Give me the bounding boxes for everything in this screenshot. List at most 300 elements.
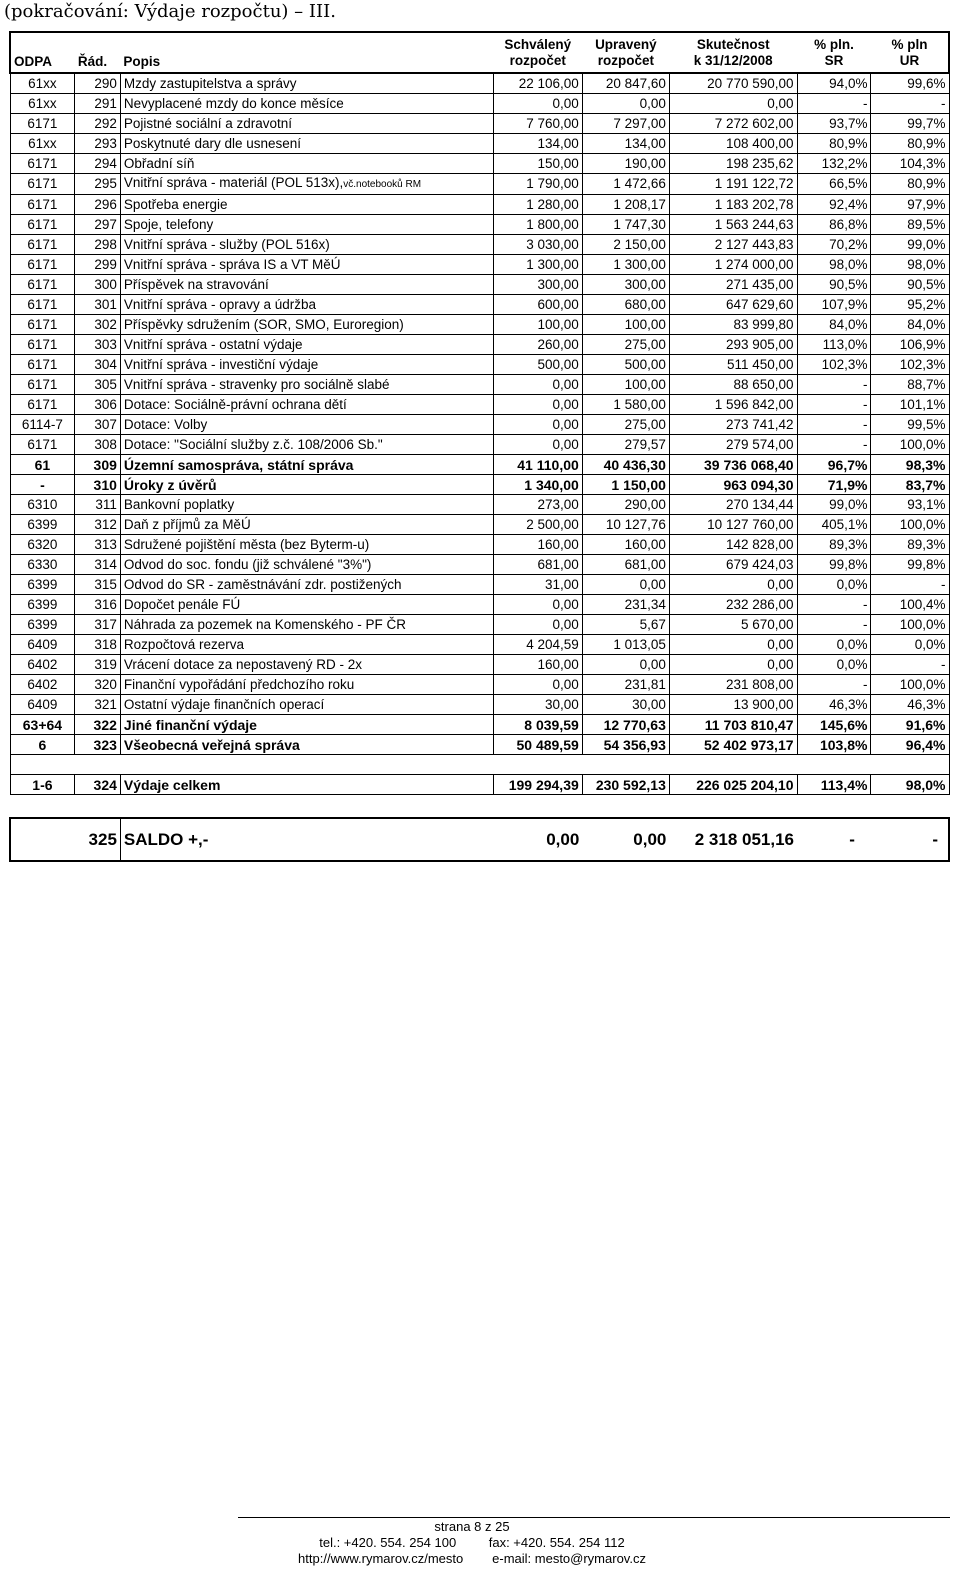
cell-sr: 160,00 [493,535,582,555]
cell-odpa: - [10,475,75,495]
subtotal-row-309 [10,455,949,475]
cell-sr: 260,00 [493,335,582,355]
cell-sr: 160,00 [493,655,582,675]
table-row [10,114,949,134]
cell-popis: Ostatní výdaje finančních operací [120,695,493,715]
cell-sr: 600,00 [493,295,582,315]
subtotal-row-322 [10,715,949,735]
cell-odpa: 6171 [10,195,75,215]
cell-rad: 301 [75,295,121,315]
cell-psr: - [797,675,871,695]
cell-pur: 106,9% [871,335,949,355]
cell-sr: 273,00 [493,495,582,515]
cell-rad: 318 [75,635,121,655]
cell-sr: 1 790,00 [493,174,582,195]
cell-odpa: 6 [10,735,75,755]
cell-sr: 0,00 [493,94,582,114]
cell-psr: - [797,94,871,114]
cell-sr: 681,00 [493,555,582,575]
cell-pur: 100,0% [871,515,949,535]
cell-sr: 300,00 [493,275,582,295]
cell-odpa: 6171 [10,315,75,335]
cell-pur: 99,6% [871,73,949,94]
cell-psr: 89,3% [797,535,871,555]
header-rad: Řád. [77,54,108,69]
spacer-row [10,755,949,775]
cell-ur: 100,00 [582,315,669,335]
cell-rad: 320 [75,675,121,695]
cell-sr: 50 489,59 [493,735,582,755]
cell-popis: Dopočet penále FÚ [120,595,493,615]
cell-ur: 54 356,93 [582,735,669,755]
cell-psr: 92,4% [797,195,871,215]
cell-sr: 2 500,00 [493,515,582,535]
table-row [10,615,949,635]
table-row [10,355,949,375]
cell-ur: 275,00 [582,415,669,435]
table-row [10,375,949,395]
cell-odpa: 6171 [10,435,75,455]
cell-ur: 1 208,17 [582,195,669,215]
cell-sr: 4 204,59 [493,635,582,655]
cell-rad: 295 [75,174,121,195]
cell-psr: 103,8% [797,735,871,755]
cell-rad: 300 [75,275,121,295]
cell-popis: Spoje, telefony [120,215,493,235]
table-row [10,655,949,675]
cell-sk: 273 741,42 [669,415,797,435]
cell-psr: - [797,615,871,635]
cell-ur: 230 592,13 [582,775,669,795]
cell-psr: - [797,595,871,615]
table-row [10,495,949,515]
cell-ur: 279,57 [582,435,669,455]
cell-odpa: 6171 [10,335,75,355]
cell-popis-text: Vnitřní správa - materiál (POL 513x), [123,175,344,190]
cell-sk: 226 025 204,10 [669,775,797,795]
cell-ur: 680,00 [582,295,669,315]
cell-sk: 232 286,00 [669,595,797,615]
cell-popis: Vnitřní správa - ostatní výdaje [120,335,493,355]
cell-rad: 292 [75,114,121,134]
cell-ur: 681,00 [582,555,669,575]
cell-popis: Obřadní síň [120,154,493,174]
cell-rad: 316 [75,595,121,615]
cell-popis: Daň z příjmů za MěÚ [120,515,493,535]
footer-web-link[interactable]: http://www.rymarov.cz/mesto [298,1551,464,1566]
cell-psr: 102,3% [797,355,871,375]
cell-pur: - [871,575,949,595]
cell-popis: Dotace: Volby [120,415,493,435]
cell-sr: 41 110,00 [493,455,582,475]
subtotal-row-323 [10,735,949,755]
cell-odpa: 61 [10,455,75,475]
table-row [10,73,949,94]
cell-sk: 1 183 202,78 [669,195,797,215]
cell-sk: 231 808,00 [669,675,797,695]
cell-popis: Rozpočtová rezerva [120,635,493,655]
cell-ur: 0,00 [582,575,669,595]
cell-rad: 297 [75,215,121,235]
cell-sr: 1 280,00 [493,195,582,215]
cell-pur: 93,1% [871,495,949,515]
saldo-psr: - [849,829,855,849]
cell-pur: - [871,655,949,675]
cell-psr: 80,9% [797,134,871,154]
table-row [10,295,949,315]
cell-pur: 91,6% [871,715,949,735]
cell-ur: 100,00 [582,375,669,395]
table-row [10,235,949,255]
cell-ur: 1 580,00 [582,395,669,415]
cell-pur: 101,1% [871,395,949,415]
cell-popis: Všeobecná veřejná správa [120,735,493,755]
cell-ur: 500,00 [582,355,669,375]
cell-sk: 20 770 590,00 [669,73,797,94]
cell-odpa: 6330 [10,555,75,575]
cell-sr: 8 039,59 [493,715,582,735]
cell-rad: 314 [75,555,121,575]
table-row [10,315,949,335]
cell-pur: 88,7% [871,375,949,395]
saldo-ur: 0,00 [633,829,667,849]
cell-sk: 511 450,00 [669,355,797,375]
cell-pur: 100,0% [871,615,949,635]
cell-sk: 1 563 244,63 [669,215,797,235]
cell-odpa: 6171 [10,255,75,275]
cell-sk: 0,00 [669,635,797,655]
cell-rad: 317 [75,615,121,635]
table-row [10,174,949,195]
cell-ur: 40 436,30 [582,455,669,475]
cell-popis: Územní samospráva, státní správa [120,455,493,475]
cell-sk: 2 127 443,83 [669,235,797,255]
cell-odpa: 6114-7 [10,415,75,435]
cell-odpa: 6171 [10,275,75,295]
table-row [10,435,949,455]
cell-rad: 310 [75,475,121,495]
cell-pur: 98,3% [871,455,949,475]
cell-ur: 300,00 [582,275,669,295]
cell-rad: 307 [75,415,121,435]
cell-popis: Spotřeba energie [120,195,493,215]
cell-pur: 100,0% [871,435,949,455]
cell-ur: 231,81 [582,675,669,695]
cell-psr: 66,5% [797,174,871,195]
cell-ur: 10 127,76 [582,515,669,535]
cell-odpa: 63+64 [10,715,75,735]
table-row [10,575,949,595]
cell-psr: 145,6% [797,715,871,735]
header-upraveny: Upravený rozpočet [595,36,657,68]
cell-odpa: 6171 [10,114,75,134]
cell-pur: 102,3% [871,355,949,375]
header-pln-sr: % pln. SR [814,36,854,68]
cell-odpa: 6171 [10,154,75,174]
cell-popis: Dotace: "Sociální služby z.č. 108/2006 Sb." [120,435,493,455]
cell-pur: 95,2% [871,295,949,315]
table-row [10,195,949,215]
cell-pur: 90,5% [871,275,949,295]
cell-ur: 1 747,30 [582,215,669,235]
footer-tel: tel.: +420. 554. 254 100 [319,1535,457,1550]
cell-pur: 98,0% [871,775,949,795]
cell-ur: 5,67 [582,615,669,635]
cell-pur: 83,7% [871,475,949,495]
cell-sk: 279 574,00 [669,435,797,455]
cell-ur: 1 013,05 [582,635,669,655]
footer-fax: fax: +420. 554. 254 112 [488,1535,625,1550]
cell-odpa: 6399 [10,615,75,635]
footer-divider [238,1517,950,1518]
table-row [10,154,949,174]
cell-odpa: 6310 [10,495,75,515]
cell-odpa: 6171 [10,174,75,195]
cell-popis: Dotace: Sociálně-právní ochrana dětí [120,395,493,415]
table-row [10,635,949,655]
cell-rad: 315 [75,575,121,595]
footer-contact-web [0,1551,944,1566]
cell-psr: 113,0% [797,335,871,355]
cell-pur: 100,0% [871,675,949,695]
cell-odpa: 6399 [10,515,75,535]
cell-rad: 309 [75,455,121,475]
cell-sr: 134,00 [493,134,582,154]
cell-sr: 0,00 [493,595,582,615]
cell-odpa: 6409 [10,695,75,715]
cell-psr: 0,0% [797,655,871,675]
cell-pur: 89,3% [871,535,949,555]
cell-odpa: 6171 [10,355,75,375]
cell-sr: 1 340,00 [493,475,582,495]
cell-rad: 306 [75,395,121,415]
cell-popis: Finanční vypořádání předchozího roku [120,675,493,695]
cell-pur: 84,0% [871,315,949,335]
cell-sk: 1 596 842,00 [669,395,797,415]
table-row [10,515,949,535]
cell-odpa: 6402 [10,655,75,675]
cell-sr: 30,00 [493,695,582,715]
cell-sr: 0,00 [493,615,582,635]
cell-psr: 90,5% [797,275,871,295]
cell-rad: 311 [75,495,121,515]
cell-odpa: 6402 [10,675,75,695]
table-row [10,94,949,114]
cell-popis: Nevyplacené mzdy do konce měsíce [120,94,493,114]
cell-ur: 275,00 [582,335,669,355]
cell-psr: 86,8% [797,215,871,235]
cell-ur: 1 150,00 [582,475,669,495]
cell-sr: 0,00 [493,375,582,395]
cell-popis: Příspěvek na stravování [120,275,493,295]
cell-sr: 1 300,00 [493,255,582,275]
cell-psr: 99,0% [797,495,871,515]
table-row [10,415,949,435]
total-row [10,775,949,795]
cell-pur: 89,5% [871,215,949,235]
table-row [10,535,949,555]
cell-sk: 13 900,00 [669,695,797,715]
cell-sk: 647 629,60 [669,295,797,315]
saldo-sr: 0,00 [546,829,580,849]
saldo-rad: 325 [88,829,117,849]
cell-sk: 52 402 973,17 [669,735,797,755]
cell-ur: 190,00 [582,154,669,174]
cell-sk: 83 999,80 [669,315,797,335]
cell-rad: 296 [75,195,121,215]
footer-email-link[interactable]: e-mail: mesto@rymarov.cz [492,1551,646,1566]
saldo-table [9,817,950,862]
expenditure-table [9,31,950,795]
cell-pur: 99,5% [871,415,949,435]
cell-ur: 134,00 [582,134,669,154]
cell-odpa: 6409 [10,635,75,655]
cell-sr: 500,00 [493,355,582,375]
cell-psr: 46,3% [797,695,871,715]
header-skutecnost: Skutečnost k 31/12/2008 [693,36,773,68]
saldo-popis: SALDO +,- [120,818,493,861]
cell-sk: 11 703 810,47 [669,715,797,735]
cell-popis [120,174,493,195]
table-row [10,675,949,695]
cell-psr: 107,9% [797,295,871,315]
cell-psr: - [797,435,871,455]
cell-odpa: 6171 [10,235,75,255]
header-row [10,32,949,73]
cell-rad: 290 [75,73,121,94]
cell-sk: 142 828,00 [669,535,797,555]
cell-psr: 132,2% [797,154,871,174]
cell-ur: 160,00 [582,535,669,555]
cell-popis: Úroky z úvěrů [120,475,493,495]
cell-sk: 0,00 [669,655,797,675]
cell-sr: 100,00 [493,315,582,335]
cell-odpa: 6399 [10,595,75,615]
cell-sr: 3 030,00 [493,235,582,255]
cell-pur: 104,3% [871,154,949,174]
table-row [10,695,949,715]
footer-contact-phone [0,1535,944,1550]
cell-psr: - [797,415,871,435]
cell-pur: 99,0% [871,235,949,255]
cell-popis: Odvod do soc. fondu (již schválené "3%") [120,555,493,575]
cell-sk: 963 094,30 [669,475,797,495]
page-title: (pokračování: Výdaje rozpočtu) – III. [4,1,336,22]
cell-ur: 1 300,00 [582,255,669,275]
cell-rad: 323 [75,735,121,755]
cell-rad: 303 [75,335,121,355]
cell-psr: - [797,375,871,395]
cell-psr: 98,0% [797,255,871,275]
cell-odpa: 61xx [10,134,75,154]
saldo-row [10,818,949,861]
cell-odpa: 6171 [10,395,75,415]
cell-sk: 10 127 760,00 [669,515,797,535]
cell-ur: 231,34 [582,595,669,615]
cell-sr: 0,00 [493,435,582,455]
cell-rad: 305 [75,375,121,395]
cell-sr: 199 294,39 [493,775,582,795]
cell-sk: 1 274 000,00 [669,255,797,275]
saldo-sk: 2 318 051,16 [694,829,795,849]
cell-rad: 294 [75,154,121,174]
cell-odpa: 6399 [10,575,75,595]
cell-psr: 0,0% [797,635,871,655]
cell-ur: 30,00 [582,695,669,715]
cell-psr: 94,0% [797,73,871,94]
cell-psr: 70,2% [797,235,871,255]
cell-popis: Mzdy zastupitelstva a správy [120,73,493,94]
cell-rad: 324 [75,775,121,795]
cell-popis: Vnitřní správa - správa IS a VT MěÚ [120,255,493,275]
cell-ur: 0,00 [582,655,669,675]
cell-psr: 84,0% [797,315,871,335]
cell-popis: Odvod do SR - zaměstnávání zdr. postižených [120,575,493,595]
cell-rad: 312 [75,515,121,535]
cell-pur: 99,8% [871,555,949,575]
cell-psr: 93,7% [797,114,871,134]
cell-rad: 319 [75,655,121,675]
cell-pur: 98,0% [871,255,949,275]
cell-sk: 0,00 [669,575,797,595]
cell-rad: 291 [75,94,121,114]
cell-popis: Poskytnuté dary dle usnesení [120,134,493,154]
cell-sr: 150,00 [493,154,582,174]
cell-sk: 198 235,62 [669,154,797,174]
cell-odpa: 6171 [10,215,75,235]
cell-rad: 304 [75,355,121,375]
cell-sr: 0,00 [493,675,582,695]
cell-pur: 80,9% [871,174,949,195]
cell-sk: 679 424,03 [669,555,797,575]
cell-odpa: 6171 [10,295,75,315]
cell-pur: 0,0% [871,635,949,655]
header-popis: Popis [123,54,161,69]
cell-ur: 1 472,66 [582,174,669,195]
cell-ur: 20 847,60 [582,73,669,94]
header-odpa: ODPA [14,54,53,69]
table-row [10,555,949,575]
cell-popis: Vnitřní správa - služby (POL 516x) [120,235,493,255]
cell-rad: 321 [75,695,121,715]
cell-sr: 0,00 [493,395,582,415]
cell-odpa: 61xx [10,73,75,94]
cell-note: vč.notebooků RM [343,179,422,190]
cell-sk: 108 400,00 [669,134,797,154]
cell-odpa: 61xx [10,94,75,114]
table-row [10,255,949,275]
cell-ur: 2 150,00 [582,235,669,255]
table-row [10,215,949,235]
cell-rad: 302 [75,315,121,335]
saldo-pur: - [932,829,938,849]
cell-rad: 298 [75,235,121,255]
cell-psr: 405,1% [797,515,871,535]
subtotal-row-310 [10,475,949,495]
footer-page-number: strana 8 z 25 [434,1519,510,1534]
cell-sk: 39 736 068,40 [669,455,797,475]
table-row [10,275,949,295]
cell-ur: 290,00 [582,495,669,515]
cell-sk: 293 905,00 [669,335,797,355]
cell-sk: 0,00 [669,94,797,114]
header-schvaleny: Schválený rozpočet [504,36,572,68]
cell-psr: 71,9% [797,475,871,495]
cell-popis: Bankovní poplatky [120,495,493,515]
cell-sr: 7 760,00 [493,114,582,134]
cell-pur: 46,3% [871,695,949,715]
cell-sr: 0,00 [493,415,582,435]
